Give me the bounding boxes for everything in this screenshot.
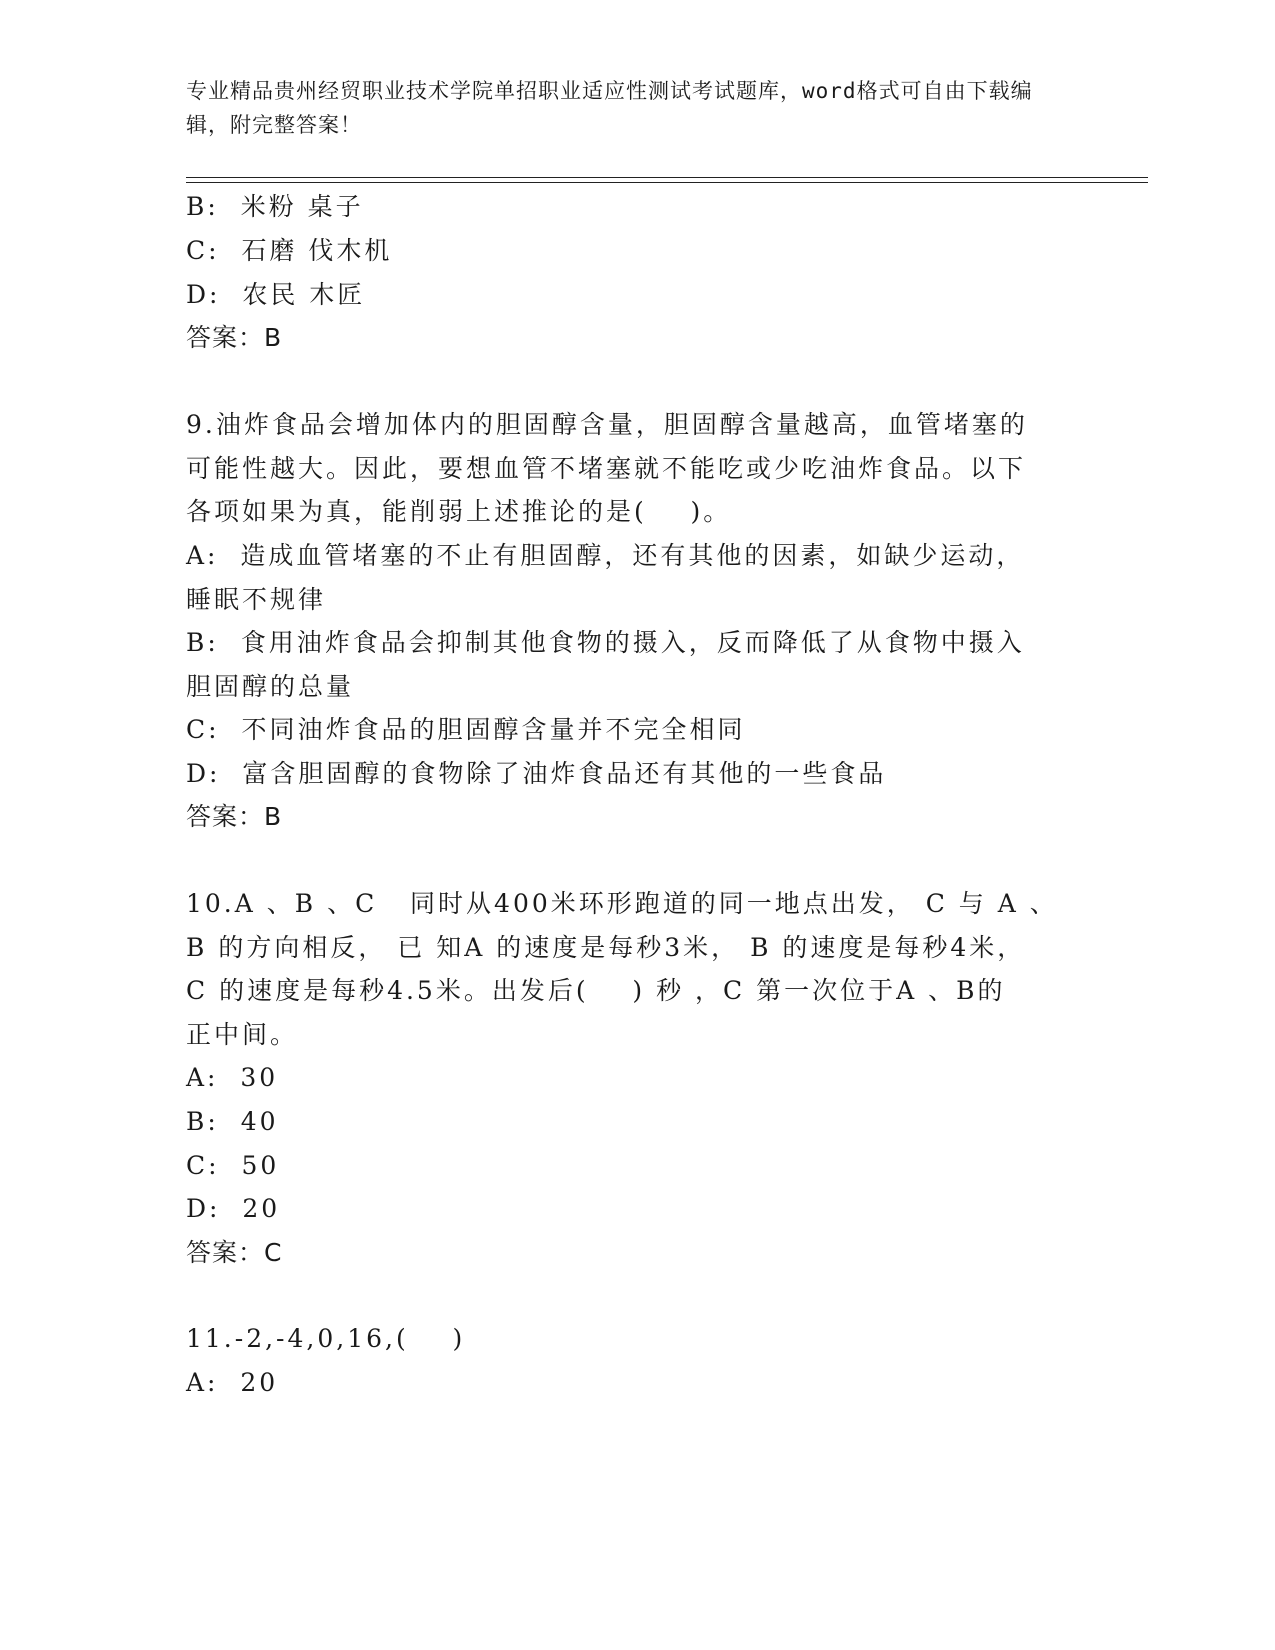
q9-stem-line-1: 9.油炸食品会增加体内的胆固醇含量，胆固醇含量越高，血管堵塞的 [186,410,1028,439]
q10-stem-line-1: 10.A 、B 、C 同时从400米环形跑道的同一地点出发， C 与 A 、 [186,889,1058,918]
header-rule-bottom [186,182,1148,183]
q8-option-c: C: 石磨 伐木机 [186,236,393,265]
q10-stem-line-4: 正中间。 [186,1020,299,1049]
q9-option-a: A: 造成血管堵塞的不止有胆固醇，还有其他的因素，如缺少运动， [186,541,1025,570]
q10-option-a: A: 30 [186,1063,279,1092]
q9-answer: 答案：B [186,802,283,831]
q9-stem-line-3: 各项如果为真，能削弱上述推论的是( )。 [186,497,732,526]
document-header: 专业精品贵州经贸职业技术学院单招职业适应性测试考试题库，word格式可自由下载编辑，附完整答案！ [186,79,1033,137]
q10-option-b: B: 40 [186,1107,279,1136]
q11-stem: 11.-2,-4,0,16,( ) [186,1324,466,1353]
header-rule-top [186,177,1148,178]
q9-stem-line-2: 可能性越大。因此，要想血管不堵塞就不能吃或少吃油炸食品。以下 [186,454,1027,483]
q9-option-b: B: 食用油炸食品会抑制其他食物的摄入，反而降低了从食物中摄入 [186,628,1025,657]
q11-option-a: A: 20 [186,1368,279,1397]
q10-stem-line-3: C 的速度是每秒4.5米。出发后( ) 秒 ，C 第一次位于A 、B的 [186,976,1006,1005]
q9-option-b-cont: 胆固醇的总量 [186,672,355,701]
q8-option-d: D: 农民 木匠 [186,280,366,309]
q9-option-d: D: 富含胆固醇的食物除了油炸食品还有其他的一些食品 [186,759,887,788]
q8-answer: 答案：B [186,323,283,352]
q10-option-d: D: 20 [186,1194,281,1223]
q8-option-b: B: 米粉 桌子 [186,192,364,221]
q10-stem-line-2: B 的方向相反， 已 知A 的速度是每秒3米， B 的速度是每秒4米， [186,933,1026,962]
q9-option-a-cont: 睡眠不规律 [186,585,327,614]
q10-option-c: C: 50 [186,1151,280,1180]
q10-answer: 答案：C [186,1238,283,1267]
q9-option-c: C: 不同油炸食品的胆固醇含量并不完全相同 [186,715,746,744]
